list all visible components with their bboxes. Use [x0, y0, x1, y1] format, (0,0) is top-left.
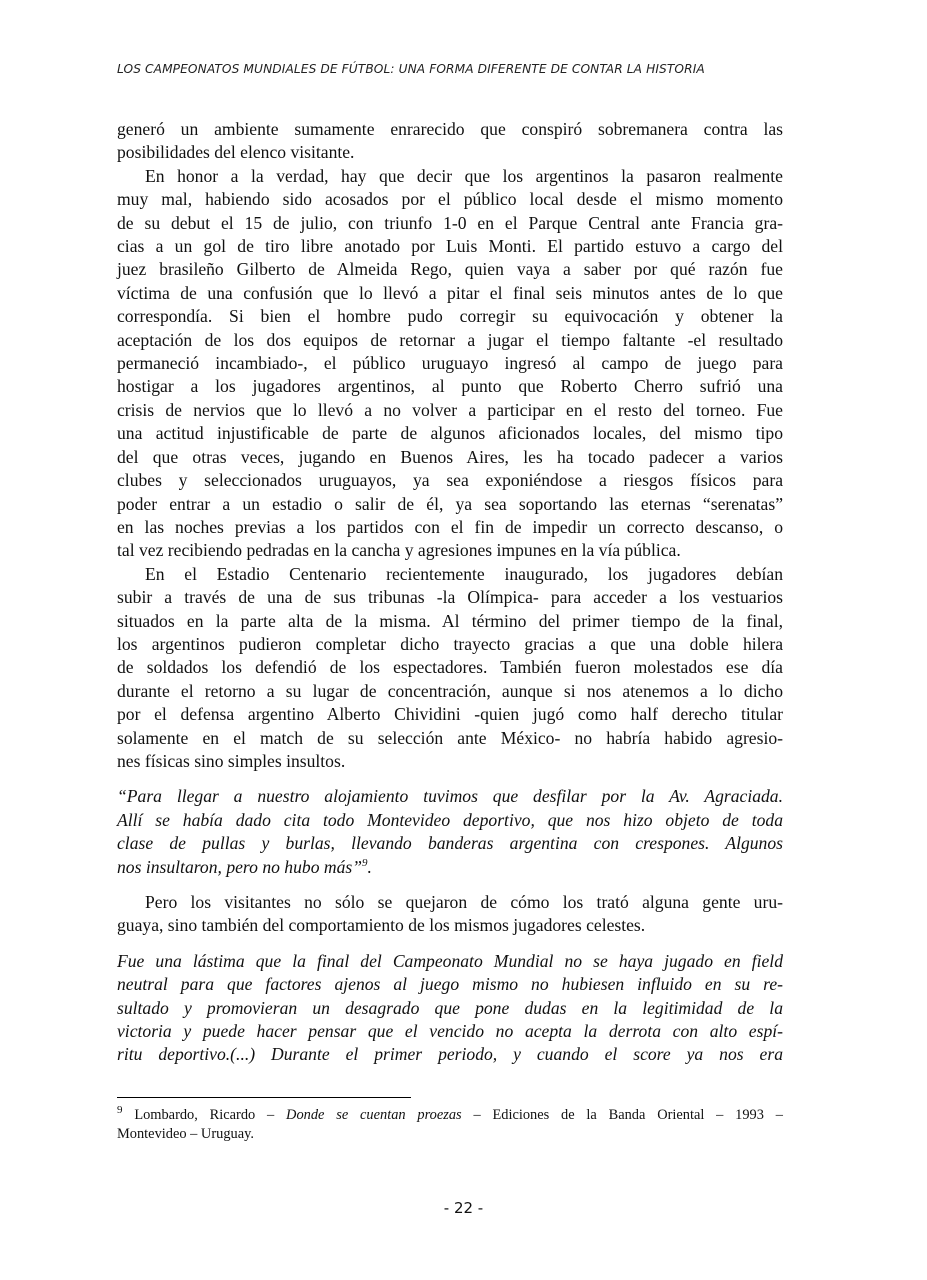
text-line-content: los argentinos pudieron completar dicho trayecto gracias a que una doble hilera	[117, 633, 783, 654]
text-line	[117, 656, 783, 679]
footnote-line-2: Montevideo – Uruguay.	[117, 1126, 254, 1142]
text-line-content: una actitud injustificable de parte de algunos aficionados locales, del mismo tipo	[117, 423, 783, 444]
text-line-content: poder entrar a un estadio o salir de él, ya sea soportando las eternas “serenatas”	[117, 493, 783, 514]
text-line-content: de soldados los defendió de los espectadores. También fueron molestados ese día	[117, 657, 783, 678]
footnote-line-1	[117, 1106, 783, 1125]
text-line	[117, 188, 783, 211]
text-line-content: generó un ambiente sumamente enrarecido que conspiró sobremanera contra las	[117, 119, 783, 139]
text-line-content: victoria y puede hacer pensar que el vencido no acepta la derrota con alto espí-	[117, 1021, 783, 1042]
text-line	[117, 856, 783, 879]
text-line	[117, 633, 783, 656]
footnote-title: Donde se cuentan proezas	[286, 1107, 462, 1123]
text-line-content: aceptación de los dos equipos de retornar a jugar el tiempo faltante -el resultado	[117, 329, 783, 350]
text-line-content: Allí se había dado cita todo Montevideo deportivo, que nos hizo objeto de toda	[117, 809, 783, 830]
text-line-content: situados en la parte alta de la misma. Al término del primer tiempo de la final,	[117, 610, 783, 631]
text-line-content: tal vez recibiendo pedradas en la cancha y agresiones impunes en la vía pública.	[117, 540, 681, 561]
text-line-content: Pero los visitantes no sólo se quejaron de cómo los trató alguna gente uru-	[145, 892, 783, 912]
text-line-content: clase de pullas y burlas, llevando banderas argentina con crespones. Algunos	[117, 833, 783, 854]
text-line	[117, 539, 783, 562]
text-line-content: guaya, sino también del comportamiento de los mismos jugadores celestes.	[117, 915, 646, 936]
text-line	[117, 750, 783, 773]
footnote-number: 9	[117, 1104, 123, 1117]
text-line-content: posibilidades del elenco visitante.	[117, 142, 355, 163]
text-line	[117, 516, 783, 539]
text-line-content: por el defensa argentino Alberto Chividini -quien jugó como half derecho titular	[117, 704, 783, 725]
text-line-content: solamente en el match de su selección ante México- no habría habido agresio-	[117, 727, 783, 748]
text-line	[117, 118, 783, 141]
text-line-content: en las noches previas a los partidos con el fin de impedir un correcto descanso, o	[117, 516, 783, 537]
text-line	[117, 950, 783, 973]
footnote-separator	[117, 1097, 411, 1098]
text-line	[117, 305, 783, 328]
text-line-content: clubes y seleccionados uruguayos, ya sea exponiéndose a riesgos físicos para	[117, 470, 783, 491]
paragraph	[117, 563, 783, 774]
text-line	[117, 997, 783, 1020]
text-line	[117, 785, 783, 808]
text-line	[117, 282, 783, 305]
text-line	[117, 1043, 783, 1066]
text-line	[117, 352, 783, 375]
text-line	[117, 809, 783, 832]
text-line-content: hostigar a los jugadores argentinos, al punto que Roberto Cherro sufrió una	[117, 376, 783, 397]
text-line-content: neutral para que factores ajenos al juego mismo no hubiesen influido en su re-	[117, 974, 783, 995]
text-line	[117, 563, 783, 586]
text-line-content: nes físicas sino simples insultos.	[117, 750, 346, 771]
text-line-content: crisis de nervios que lo llevó a no volver a participar en el resto del torneo. Fue	[117, 399, 783, 420]
text-line-content: de su debut el 15 de julio, con triunfo 1-0 en el Parque Central ante Francia gra-	[117, 212, 783, 233]
text-line	[117, 446, 783, 469]
text-line	[117, 973, 783, 996]
text-line	[117, 832, 783, 855]
text-line	[117, 141, 783, 164]
text-line-content: del que otras veces, jugando en Buenos Aires, les ha tocado padecer a varios	[117, 446, 783, 467]
running-header: LOS CAMPEONATOS MUNDIALES DE FÚTBOL: UNA FORMA DIFERENTE DE CONTAR LA HISTORIA	[117, 62, 705, 76]
text-line	[117, 375, 783, 398]
text-line-content: En honor a la verdad, hay que decir que los argentinos la pasaron realmente	[145, 165, 783, 186]
text-line	[117, 1020, 783, 1043]
page-number: - 22 -	[443, 1199, 484, 1217]
text-line	[117, 469, 783, 492]
text-line	[117, 680, 783, 703]
block-quote	[117, 785, 783, 879]
text-line-content: En el Estadio Centenario recientemente inaugurado, los jugadores debían	[145, 563, 783, 584]
text-line-content: ritu deportivo.(...) Durante el primer periodo, y cuando el score ya nos era	[117, 1044, 783, 1065]
text-line	[117, 727, 783, 750]
text-line	[117, 329, 783, 352]
text-line-content: víctima de una confusión que lo llevó a pitar el final seis minutos antes de lo que	[117, 282, 783, 303]
footnote-author: Lombardo, Ricardo –	[134, 1107, 275, 1123]
text-line-content: subir a través de una de sus tribunas -la Olímpica- para acceder a los vestuarios	[117, 587, 783, 608]
text-line	[117, 422, 783, 445]
text-line-content: muy mal, habiendo sido acosados por el público local desde el mismo momento	[117, 189, 783, 210]
text-line	[117, 891, 783, 914]
text-line	[117, 914, 783, 937]
text-line-content: permaneció incambiado-, el público uruguayo ingresó al campo de juego para	[117, 353, 783, 374]
text-line	[117, 610, 783, 633]
text-line	[117, 586, 783, 609]
text-line-content: Fue una lástima que la final del Campeonato Mundial no se haya jugado en field	[117, 950, 783, 971]
text-line-content: juez brasileño Gilberto de Almeida Rego, quien vaya a saber por qué razón fue	[117, 259, 783, 280]
text-line-content: sultado y promovieran un desagrado que pone dudas en la legitimidad de la	[117, 997, 783, 1018]
block-quote	[117, 950, 783, 1067]
text-line-content: nos insultaron, pero no hubo más”	[117, 856, 363, 877]
text-line	[117, 399, 783, 422]
text-line-content: correspondía. Si bien el hombre pudo corregir su equivocación y obtener la	[117, 306, 783, 327]
footnote	[117, 1106, 783, 1144]
footnote-publisher: – Ediciones de la Banda Oriental – 1993 –	[473, 1107, 783, 1123]
paragraph	[117, 118, 783, 165]
body-text	[117, 118, 783, 1067]
text-line-content: durante el retorno a su lugar de concentración, aunque si nos atenemos a lo dicho	[117, 680, 783, 701]
text-line	[117, 165, 783, 188]
text-line	[117, 235, 783, 258]
text-line	[117, 258, 783, 281]
text-line-content: “Para llegar a nuestro alojamiento tuvimos que desfilar por la Av. Agraciada.	[117, 786, 783, 807]
text-line-content: cias a un gol de tiro libre anotado por Luis Monti. El partido estuvo a cargo del	[117, 236, 783, 257]
text-line	[117, 493, 783, 516]
footnote-reference[interactable]: 9	[362, 856, 368, 869]
paragraph	[117, 165, 783, 563]
text-line	[117, 703, 783, 726]
text-line	[117, 212, 783, 235]
trailing-punctuation: .	[367, 856, 372, 877]
paragraph	[117, 891, 783, 938]
